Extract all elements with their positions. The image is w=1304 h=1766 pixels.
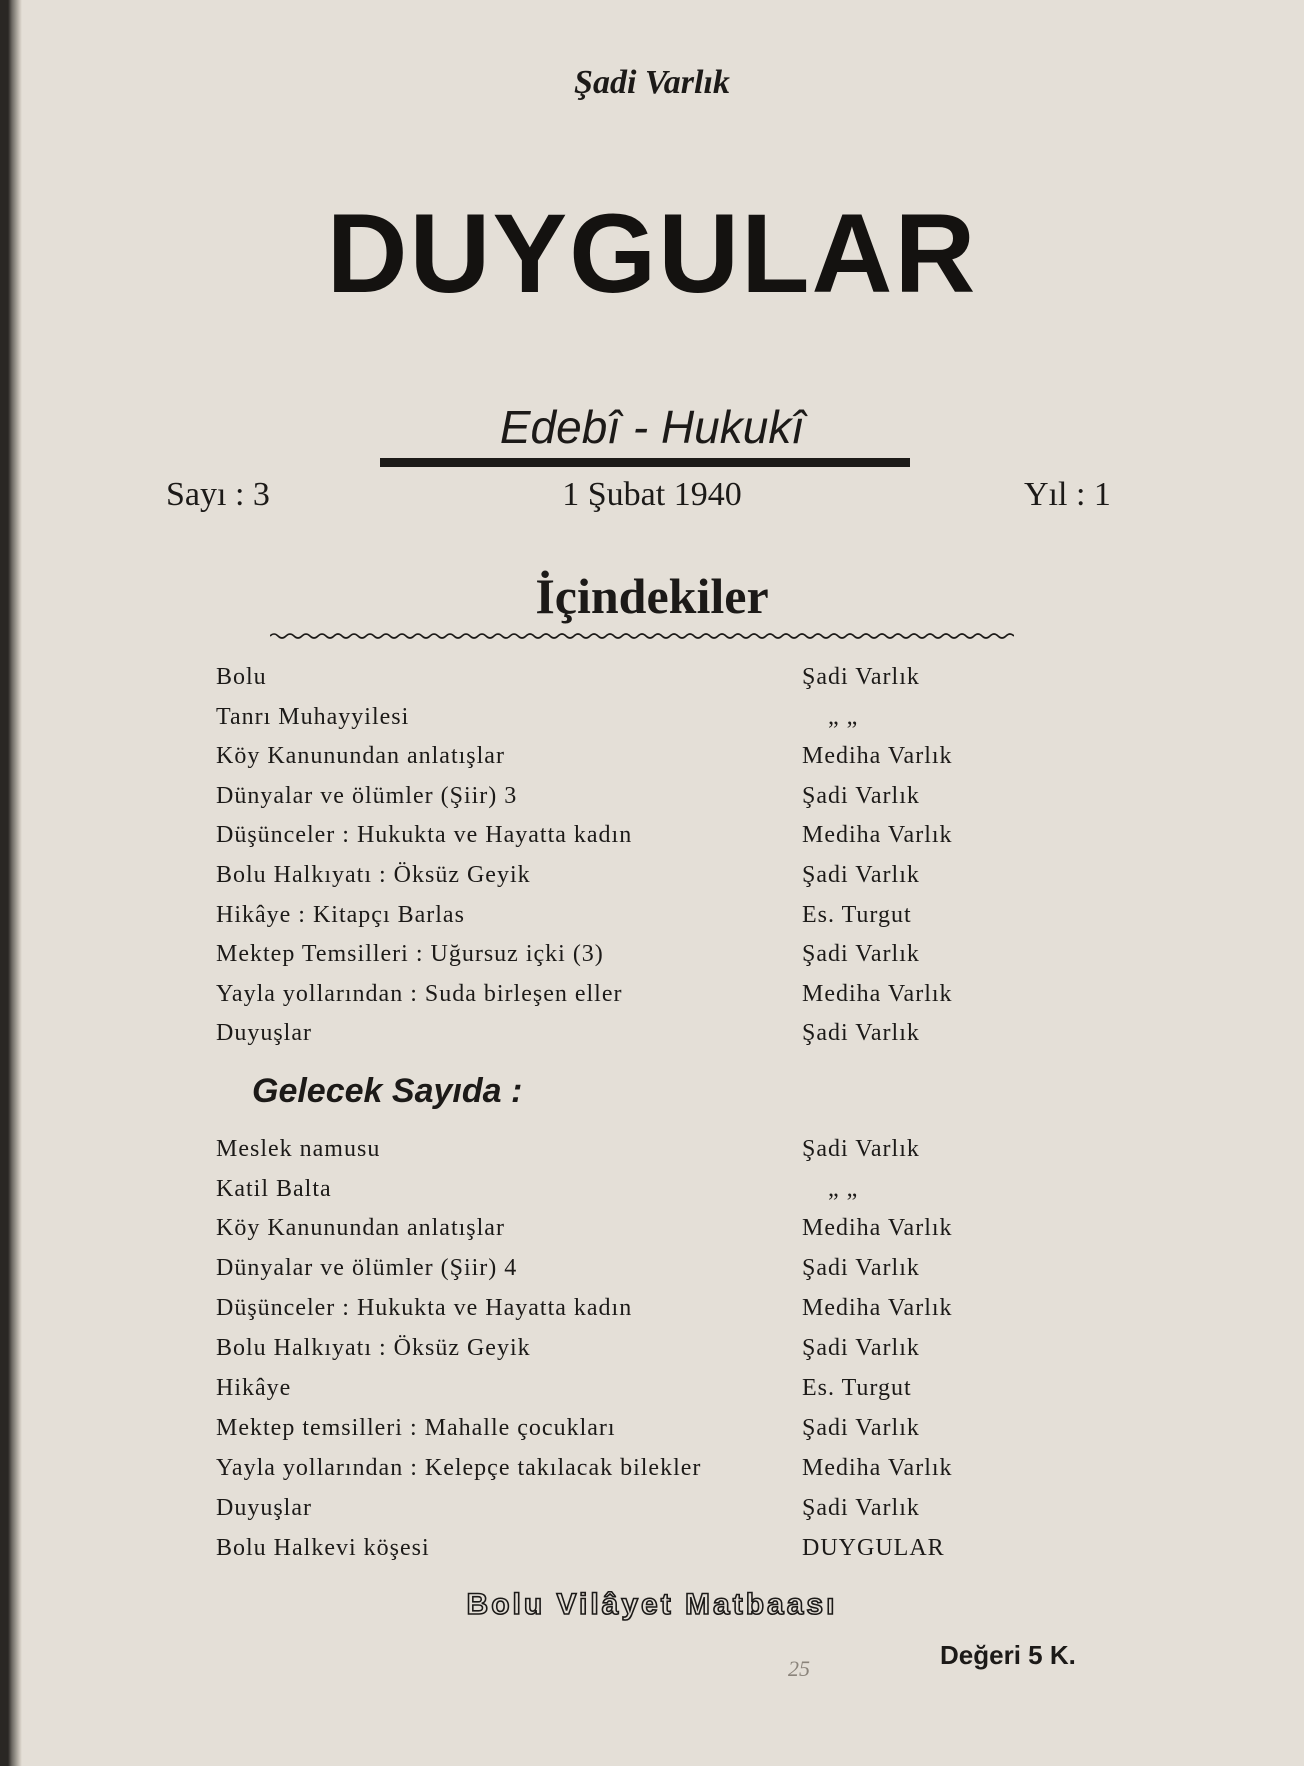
- next-title: Meslek namusu: [216, 1136, 381, 1162]
- contents-heading: İçindekiler: [535, 568, 769, 624]
- next-author: Mediha Varlık: [802, 1215, 953, 1241]
- next-title: Mektep temsilleri : Mahalle çocukları: [216, 1415, 616, 1441]
- toc-author: Mediha Varlık: [802, 822, 953, 848]
- printer-imprint: Bolu Vilâyet Matbaası: [466, 1588, 838, 1621]
- toc-title: Düşünceler : Hukukta ve Hayatta kadın: [216, 822, 633, 848]
- next-author: Şadi Varlık: [802, 1495, 920, 1521]
- next-row: [0, 1335, 1304, 1375]
- wavy-divider: [270, 630, 1014, 642]
- next-row: [0, 1255, 1304, 1295]
- toc-title: Tanrı Muhayyilesi: [216, 704, 410, 730]
- next-title: Duyuşlar: [216, 1495, 312, 1521]
- toc-row: [0, 981, 1304, 1021]
- toc-row: [0, 664, 1304, 704]
- next-author-ditto: „ „: [828, 1176, 859, 1202]
- next-author: Şadi Varlık: [802, 1255, 920, 1281]
- next-title: Bolu Halkevi köşesi: [216, 1535, 430, 1561]
- toc-row: [0, 822, 1304, 862]
- toc-title: Köy Kanunundan anlatışlar: [216, 743, 505, 769]
- toc-title: Hikâye : Kitapçı Barlas: [216, 902, 465, 928]
- toc-row: [0, 941, 1304, 981]
- next-row: [0, 1136, 1304, 1176]
- next-title: Bolu Halkıyatı : Öksüz Geyik: [216, 1335, 531, 1361]
- toc-author: Şadi Varlık: [802, 941, 920, 967]
- toc-row: [0, 902, 1304, 942]
- toc-author: Es. Turgut: [802, 902, 912, 928]
- handwritten-note: 25: [788, 1656, 810, 1681]
- next-row: [0, 1295, 1304, 1335]
- magazine-subtitle: Edebî - Hukukî: [499, 401, 805, 453]
- next-title: Dünyalar ve ölümler (Şiir) 4: [216, 1255, 518, 1281]
- next-author: Şadi Varlık: [802, 1335, 920, 1361]
- next-row: [0, 1375, 1304, 1415]
- next-row: [0, 1495, 1304, 1535]
- next-title: Katil Balta: [216, 1176, 332, 1202]
- issue-date: 1 Şubat 1940: [562, 476, 742, 513]
- toc-author: Mediha Varlık: [802, 743, 953, 769]
- toc-row: [0, 1020, 1304, 1060]
- toc-row: [0, 783, 1304, 823]
- next-author: Es. Turgut: [802, 1375, 912, 1401]
- next-row: [0, 1215, 1304, 1255]
- next-author: Şadi Varlık: [802, 1415, 920, 1441]
- toc-title: Mektep Temsilleri : Uğursuz içki (3): [216, 941, 604, 967]
- toc-title: Bolu Halkıyatı : Öksüz Geyik: [216, 862, 531, 888]
- toc-row: [0, 704, 1304, 744]
- toc-author: Şadi Varlık: [802, 862, 920, 888]
- next-title: Köy Kanunundan anlatışlar: [216, 1215, 505, 1241]
- next-row: [0, 1535, 1304, 1575]
- next-author: Şadi Varlık: [802, 1136, 920, 1162]
- next-author: Mediha Varlık: [802, 1455, 953, 1481]
- next-row: [0, 1455, 1304, 1495]
- next-row: [0, 1415, 1304, 1455]
- next-author: Mediha Varlık: [802, 1295, 953, 1321]
- toc-title: Duyuşlar: [216, 1020, 312, 1046]
- author-name: Şadi Varlık: [574, 64, 730, 101]
- next-author: DUYGULAR: [802, 1535, 945, 1561]
- toc-title: Yayla yollarından : Suda birleşen eller: [216, 981, 623, 1007]
- toc-row: [0, 862, 1304, 902]
- toc-author: Şadi Varlık: [802, 783, 920, 809]
- toc-title: Bolu: [216, 664, 267, 690]
- next-title: Düşünceler : Hukukta ve Hayatta kadın: [216, 1295, 633, 1321]
- next-title: Yayla yollarından : Kelepçe takılacak bilekler: [216, 1455, 702, 1481]
- next-issue-heading: Gelecek Sayıda :: [252, 1072, 523, 1110]
- issue-number: Sayı : 3: [166, 476, 270, 513]
- toc-title: Dünyalar ve ölümler (Şiir) 3: [216, 783, 518, 809]
- toc-author: Şadi Varlık: [802, 664, 920, 690]
- publication-year: Yıl : 1: [1024, 476, 1111, 513]
- magazine-title: DUYGULAR: [326, 191, 978, 316]
- toc-author: Mediha Varlık: [802, 981, 953, 1007]
- toc-author-ditto: „ „: [828, 704, 859, 730]
- next-row: [0, 1176, 1304, 1216]
- toc-author: Şadi Varlık: [802, 1020, 920, 1046]
- toc-row: [0, 743, 1304, 783]
- price-label: Değeri 5 K.: [940, 1640, 1076, 1670]
- next-title: Hikâye: [216, 1375, 292, 1401]
- title-rule: [380, 458, 910, 467]
